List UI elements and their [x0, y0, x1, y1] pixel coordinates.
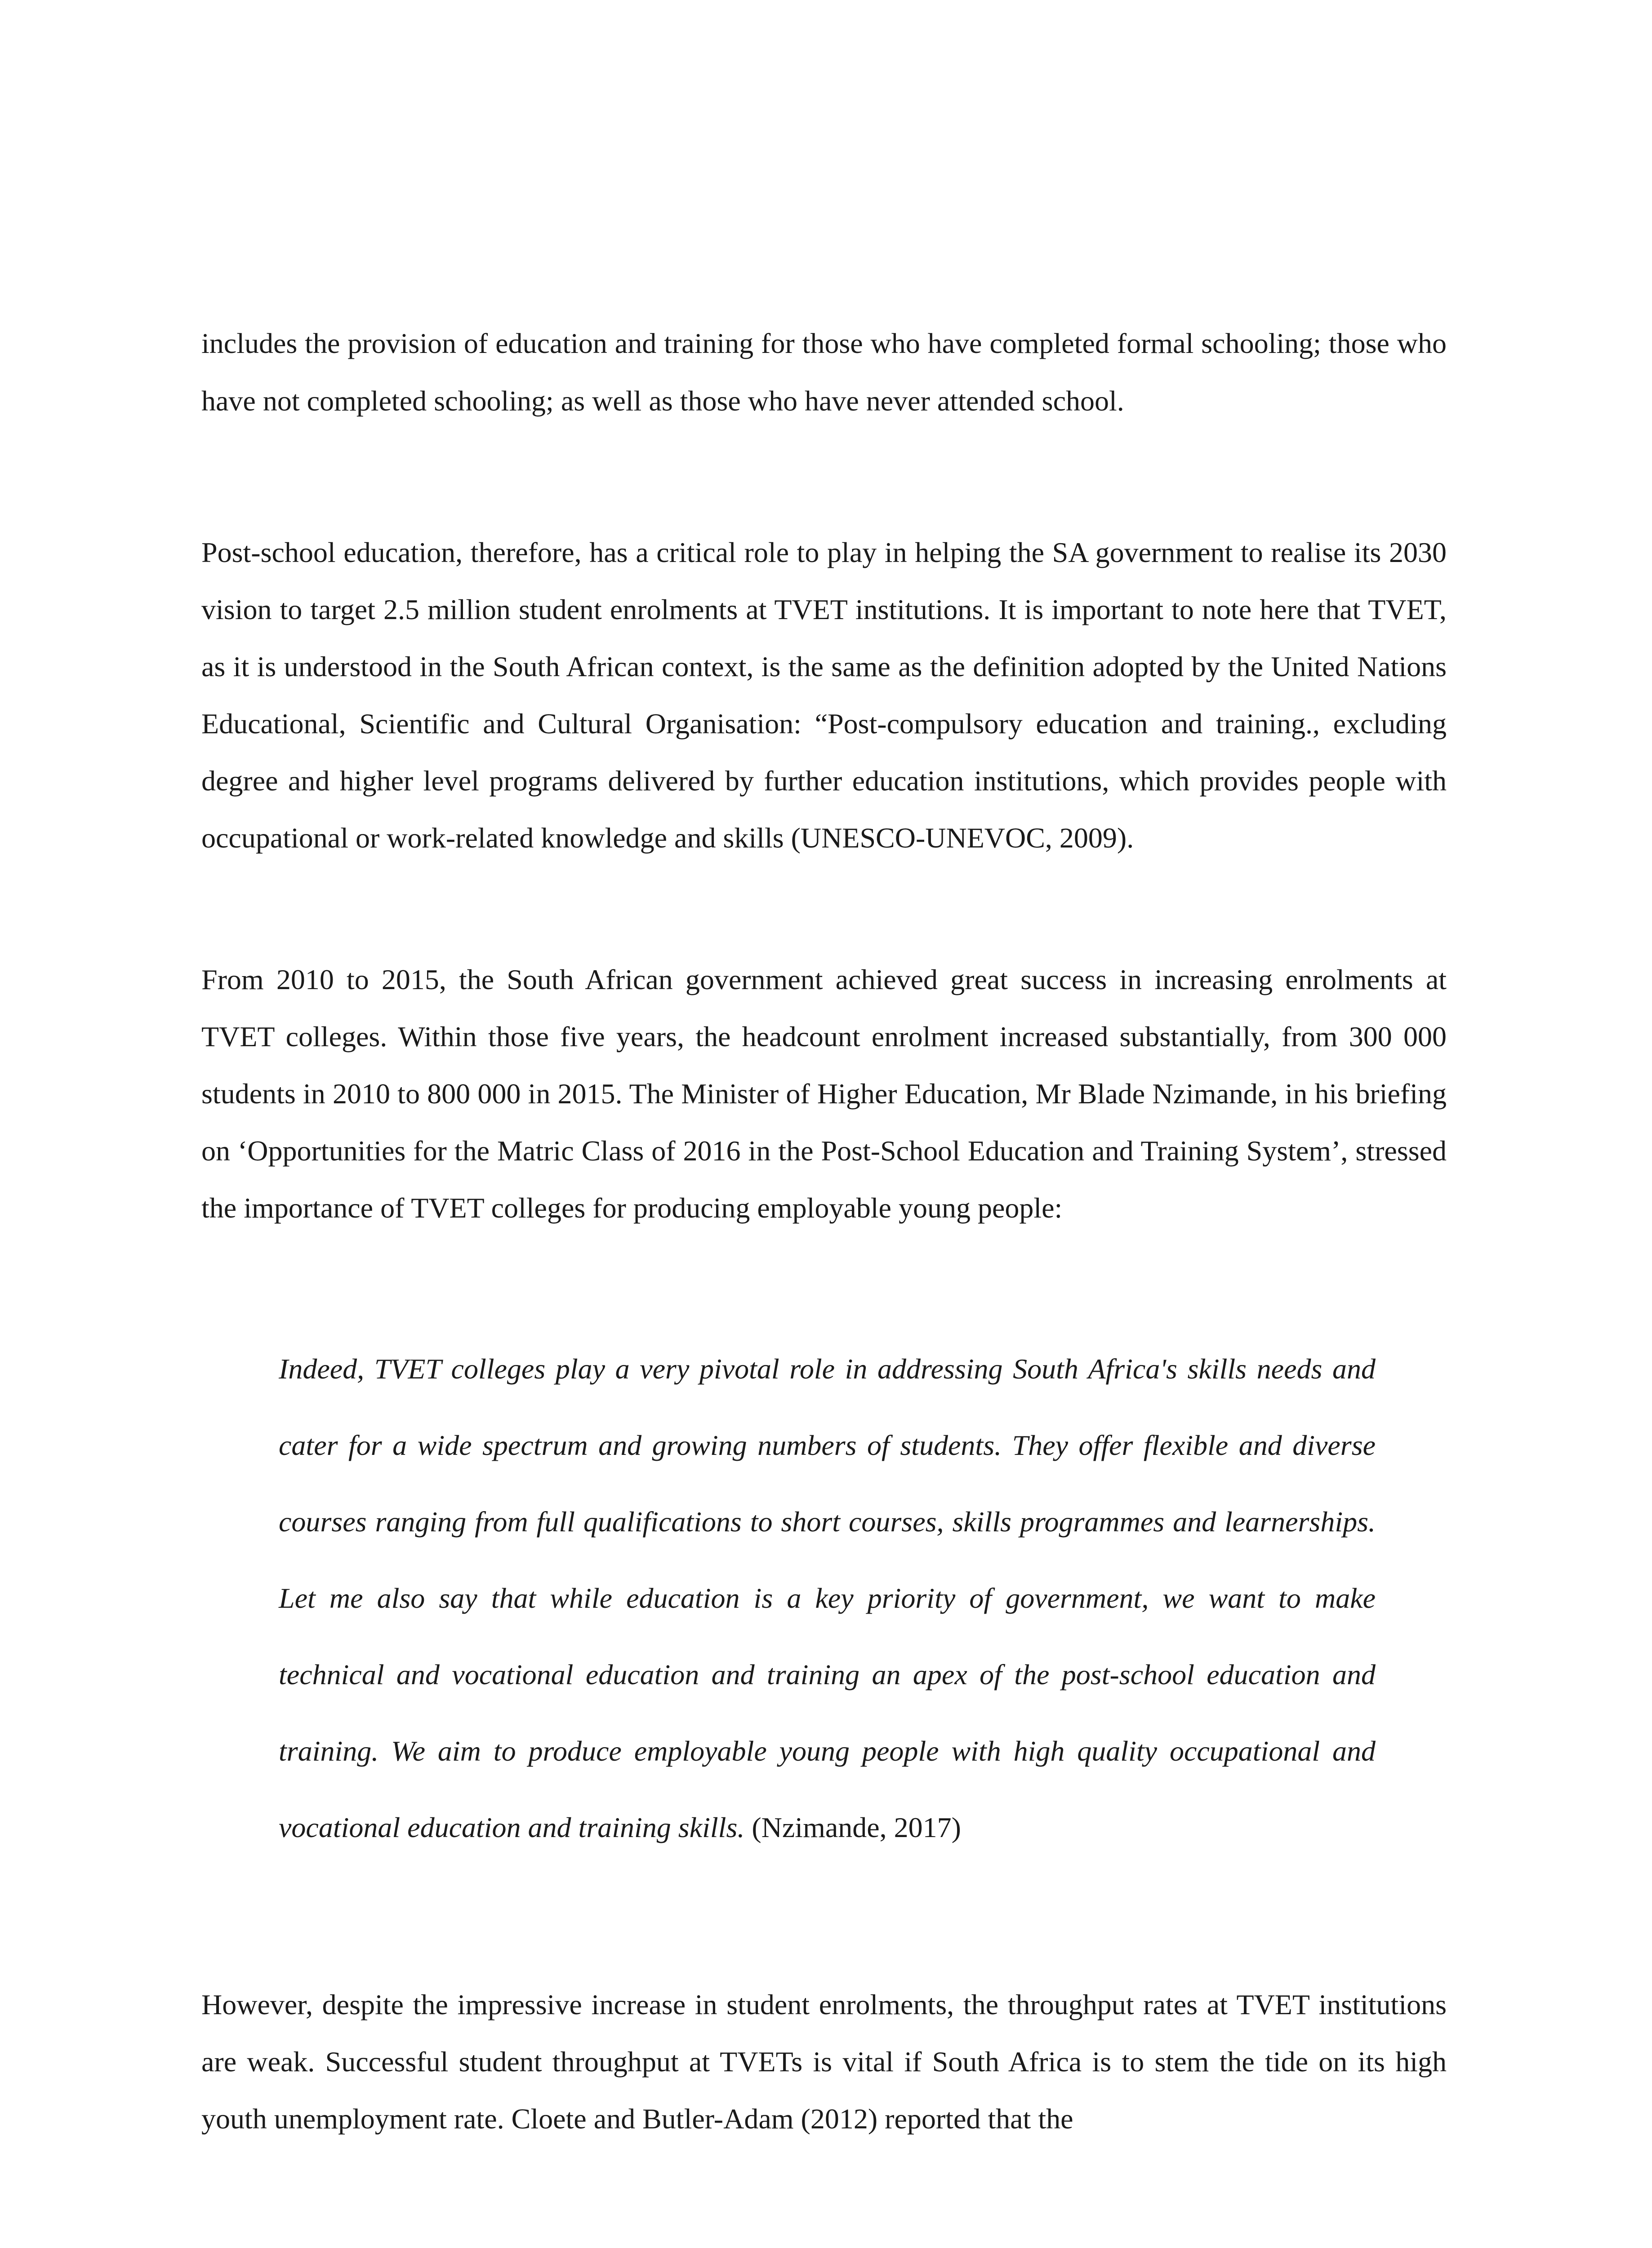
paragraph-post-school-education: Post-school education, therefore, has a critical role to play in helping the SA government to realise its 2030 vision to target 2.5 million student enrolments at TVET institutions. It is important to note here that TVET, as it is understood in the South African context, is the same as the definition adopted by the United Nations Educational, Scientific and Cultural Organisation: “Post-compulsory education and training., excluding degree and higher level programs delivered by further education institutions, which provides people with occupational or work-related knowledge and skills (UNESCO-UNEVOC, 2009).	[201, 536, 1447, 854]
block-quote	[279, 1331, 1376, 1866]
paragraph-throughput: However, despite the impressive increase in student enrolments, the throughput rates at TVET institutions are weak. Successful student throughput at TVETs is vital if South Africa is to stem the tide on its high youth unemployment rate. Cloete and Butler-Adam (2012) reported that the	[201, 1989, 1447, 2135]
paragraph-continuation: includes the provision of education and training for those who have completed formal schooling; those who have not completed schooling; as well as those who have never attended school.	[201, 327, 1447, 417]
paragraph-enrolment-growth: From 2010 to 2015, the South African government achieved great success in increasing enrolments at TVET colleges. Within those five years, the headcount enrolment increased substantially, from 300 000 students in 2010 to 800 000 in 2015. The Minister of Higher Education, Mr Blade Nzimande, in his briefing on ‘Opportunities for the Matric Class of 2016 in the Post-School Education and Training System’, stressed the importance of TVET colleges for producing employable young people:	[201, 963, 1447, 1224]
quote-citation: (Nzimande, 2017)	[744, 1811, 961, 1843]
quote-text: Indeed, TVET colleges play a very pivotal role in addressing South Africa's skills needs and cater for a wide spectrum and growing numbers of students. They offer flexible and diverse courses ranging from full qualifications to short courses, skills programmes and learnerships. Let me also say that while education is a key priority of government, we want to make technical and vocational education and training an apex of the post-school education and training. We aim to produce employable young people with high quality occupational and vocational education and training skills.	[279, 1353, 1376, 1843]
